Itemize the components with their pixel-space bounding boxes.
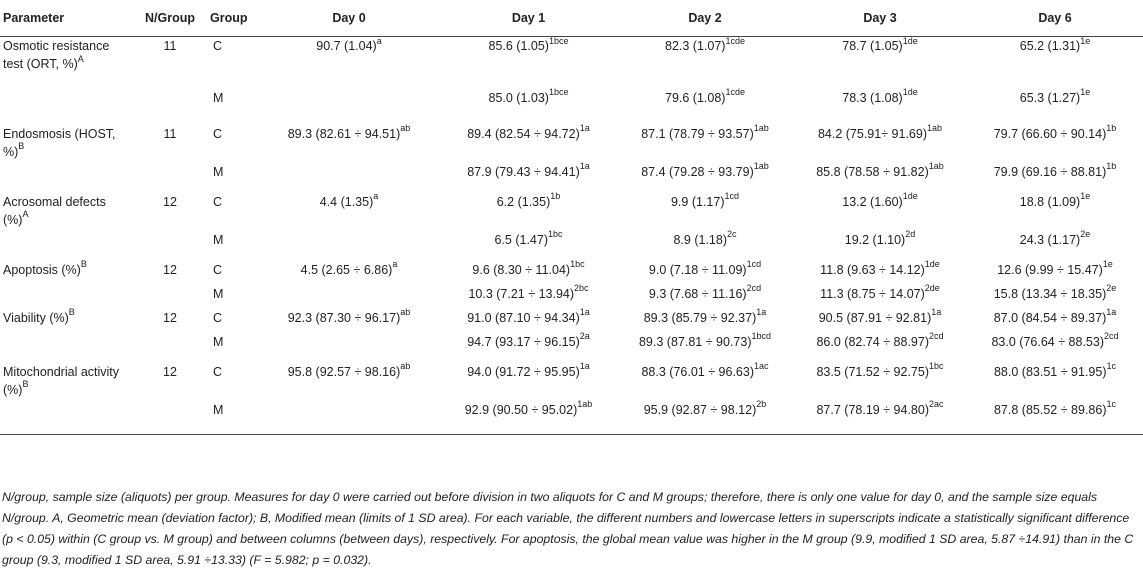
cell-value: 95.8 $(92.57 \div 98.16)^{ab}$ (287, 361, 411, 379)
cell-value: 65.2 $(1.31)^{1e}$ (1019, 35, 1091, 53)
cell-value: 12.6 $(9.99 \div 15.47)^{1e}$ (997, 259, 1113, 277)
cell-value: 9.3 $(7.68 \div 11.16)^{2cd}$ (648, 283, 762, 301)
cell-value (258, 163, 440, 193)
cell-value: 87.4 $(79.28 \div 93.79)^{1ab}$ (641, 161, 769, 179)
table-row (0, 401, 1143, 435)
header-group: Group (206, 0, 258, 37)
cell-group: M (213, 90, 224, 105)
table-row (0, 261, 1143, 285)
cell-value (258, 401, 440, 435)
table-row (0, 363, 1143, 401)
cell-value: 11.3 $(8.75 \div 14.07)^{2de}$ (820, 283, 940, 301)
cell-value: 4.4 $(1.35)^a$ (319, 191, 379, 209)
cell-parameter: Apoptosis (%)$^B$ (3, 259, 87, 277)
cell-group: C (213, 194, 223, 209)
header-parameter: Parameter (0, 0, 134, 37)
cell-value (258, 89, 440, 125)
cell-value: 9.6 $(8.30 \div 11.04)^{1bc}$ (472, 259, 585, 277)
cell-value: 87.7 $(78.19 \div 94.80)^{2ac}$ (793, 401, 967, 435)
cell-value: 78.3 $(1.08)^{1de}$ (842, 87, 918, 105)
cell-value: 91.0 $(87.10 \div 94.34)^{1a}$ (467, 307, 590, 325)
cell-parameter: Endosmosis (HOST, %)$^B$ (3, 126, 116, 159)
cell-value: 90.7 $(1.04)^a$ (316, 35, 382, 53)
table-body (0, 37, 1143, 435)
cell-n-group: 12 (163, 364, 177, 379)
cell-value (258, 231, 440, 261)
table-row (0, 333, 1143, 363)
cell-n-group: 11 (163, 126, 177, 141)
cell-value: 13.2 $(1.60)^{1de}$ (842, 191, 918, 209)
table-row (0, 309, 1143, 333)
table-header-row (0, 0, 1143, 37)
cell-value: 6.5 $(1.47)^{1bc}$ (494, 229, 563, 247)
cell-n-group (134, 89, 206, 125)
cell-value: 85.0 $(1.03)^{1bce}$ (488, 87, 569, 105)
cell-n-group: 12 (163, 262, 177, 277)
table-row (0, 89, 1143, 125)
cell-value: 87.8 $(85.52 \div 89.86)^{1c}$ (967, 401, 1143, 435)
cell-n-group: 12 (163, 310, 177, 325)
cell-value: 9.0 $(7.18 \div 11.09)^{1cd}$ (648, 259, 762, 277)
cell-value (258, 333, 440, 363)
cell-value: 92.3 $(87.30 \div 96.17)^{ab}$ (287, 307, 411, 325)
cell-value: 6.2 $(1.35)^{1b}$ (496, 191, 561, 209)
cell-parameter: Acrosomal defects (%)$^A$ (3, 194, 106, 227)
cell-n-group: 12 (163, 194, 177, 209)
cell-value: 84.2 $(75.91\div 91.69)^{1ab}$ (817, 123, 943, 141)
cell-value: 94.7 $(93.17 \div 96.15)^{2a}$ (467, 331, 590, 349)
cell-value: 65.3 $(1.27)^{1e}$ (1019, 87, 1091, 105)
table-row (0, 163, 1143, 193)
cell-value: 89.4 $(82.54 \div 94.72)^{1a}$ (467, 123, 590, 141)
cell-value: 4.5 $(2.65 \div 6.86)^a$ (300, 259, 398, 277)
cell-n-group (134, 163, 206, 193)
cell-value: 89.3 $(82.61 \div 94.51)^{ab}$ (287, 123, 411, 141)
table-row (0, 193, 1143, 231)
cell-group: M (213, 334, 224, 349)
cell-n-group (134, 285, 206, 309)
cell-value: 79.9 $(69.16 \div 88.81)^{1b}$ (993, 161, 1117, 179)
cell-parameter (0, 231, 134, 261)
cell-value: 87.1 $(78.79 \div 93.57)^{1ab}$ (641, 123, 769, 141)
cell-group: C (213, 39, 223, 53)
table-footnote: N/group, sample size (aliquots) per group. Measures for day 0 were carried out before division in two aliquots for C and M groups; therefore, there is only one value for day 0, and the sample size equals N/group. A, Geometric mean (deviation factor); B, Modified mean (limits of 1 SD area). For each variable, the different numbers and lowercase letters in superscripts indicate a statistically significant difference (p < 0.05) within (C group vs. M group) and between columns (between days), respectively. For apoptosis, the global mean value was higher in the M group (9.9, modified 1 SD area, 5.87 ÷14.91) than in the C group (9.3, modified 1 SD area, 5.91 ÷13.33) (F = 5.982; p = 0.032). (2, 490, 1134, 568)
table-row (0, 125, 1143, 163)
cell-n-group (134, 401, 206, 435)
header-day-1: Day 1 (440, 0, 617, 37)
cell-value: 79.6 $(1.08)^{1cde}$ (665, 87, 745, 105)
cell-value: 82.3 $(1.07)^{1cde}$ (665, 35, 745, 53)
cell-group: M (206, 401, 258, 435)
cell-value: 87.9 $(79.43 \div 94.41)^{1a}$ (467, 161, 590, 179)
cell-parameter (0, 89, 134, 125)
cell-parameter: Mitochondrial activity (%)$^B$ (3, 364, 120, 397)
cell-value: 94.0 $(91.72 \div 95.95)^{1a}$ (467, 361, 590, 379)
cell-value: 18.8 $(1.09)^{1e}$ (1019, 191, 1091, 209)
cell-group: C (213, 310, 223, 325)
cell-value: 9.9 $(1.17)^{1cd}$ (670, 191, 740, 209)
cell-value: 88.0 $(83.51 \div 91.95)^{1c}$ (993, 361, 1116, 379)
cell-parameter: Osmotic resistance test (ORT, %)$^A$ (3, 39, 110, 71)
cell-parameter (0, 285, 134, 309)
cell-value: 89.3 $(85.79 \div 92.37)^{1a}$ (643, 307, 767, 325)
cell-parameter (0, 163, 134, 193)
header-n-group: N/Group (134, 0, 206, 37)
cell-value: 87.0 $(84.54 \div 89.37)^{1a}$ (993, 307, 1117, 325)
cell-value: 90.5 $(87.91 \div 92.81)^{1a}$ (818, 307, 942, 325)
cell-value: 8.9 $(1.18)^{2c}$ (673, 229, 737, 247)
cell-value: 83.0 $(76.64 \div 88.53)^{2cd}$ (991, 331, 1119, 349)
cell-parameter: Viability (%)$^B$ (3, 307, 75, 325)
cell-value: 85.6 $(1.05)^{1bce}$ (488, 35, 569, 53)
cell-group: M (213, 232, 224, 247)
header-day-3: Day 3 (793, 0, 967, 37)
cell-group: C (213, 262, 223, 277)
cell-value: 10.3 $(7.21 \div 13.94)^{2bc}$ (468, 283, 589, 301)
cell-group: M (213, 164, 224, 179)
cell-value: 78.7 $(1.05)^{1de}$ (842, 35, 918, 53)
cell-n-group (134, 231, 206, 261)
cell-value: 92.9 $(90.50 \div 95.02)^{1ab}$ (440, 401, 617, 435)
cell-value: 86.0 $(82.74 \div 88.97)^{2cd}$ (816, 331, 944, 349)
header-day-0: Day 0 (258, 0, 440, 37)
cell-parameter (0, 401, 134, 435)
cell-n-group (134, 333, 206, 363)
cell-group: M (213, 286, 224, 301)
cell-value: 95.9 $(92.87 \div 98.12)^{2b}$ (617, 401, 793, 435)
cell-value: 11.8 $(9.63 \div 14.12)^{1de}$ (820, 259, 940, 277)
cell-group: C (213, 364, 223, 379)
cell-value (258, 285, 440, 309)
cell-value: 89.3 $(87.81 \div 90.73)^{1bcd}$ (638, 331, 772, 349)
cell-n-group: 11 (163, 39, 177, 53)
header-day-2: Day 2 (617, 0, 793, 37)
cell-value: 79.7 $(66.60 \div 90.14)^{1b}$ (993, 123, 1117, 141)
table-row (0, 285, 1143, 309)
cell-value: 24.3 $(1.17)^{2e}$ (1019, 229, 1091, 247)
cell-value: 19.2 $(1.10)^{2d}$ (844, 229, 916, 247)
cell-value: 83.5 $(71.52 \div 92.75)^{1bc}$ (816, 361, 944, 379)
header-day-6: Day 6 (967, 0, 1143, 37)
table-row (0, 37, 1143, 89)
cell-value: 85.8 $(78.58 \div 91.82)^{1ab}$ (816, 161, 944, 179)
cell-value: 88.3 $(76.01 \div 96.63)^{1ac}$ (641, 361, 769, 379)
table-row (0, 231, 1143, 261)
cell-value: 15.8 $(13.34 \div 18.35)^{2e}$ (993, 283, 1117, 301)
cell-parameter (0, 333, 134, 363)
cell-group: C (213, 126, 223, 141)
